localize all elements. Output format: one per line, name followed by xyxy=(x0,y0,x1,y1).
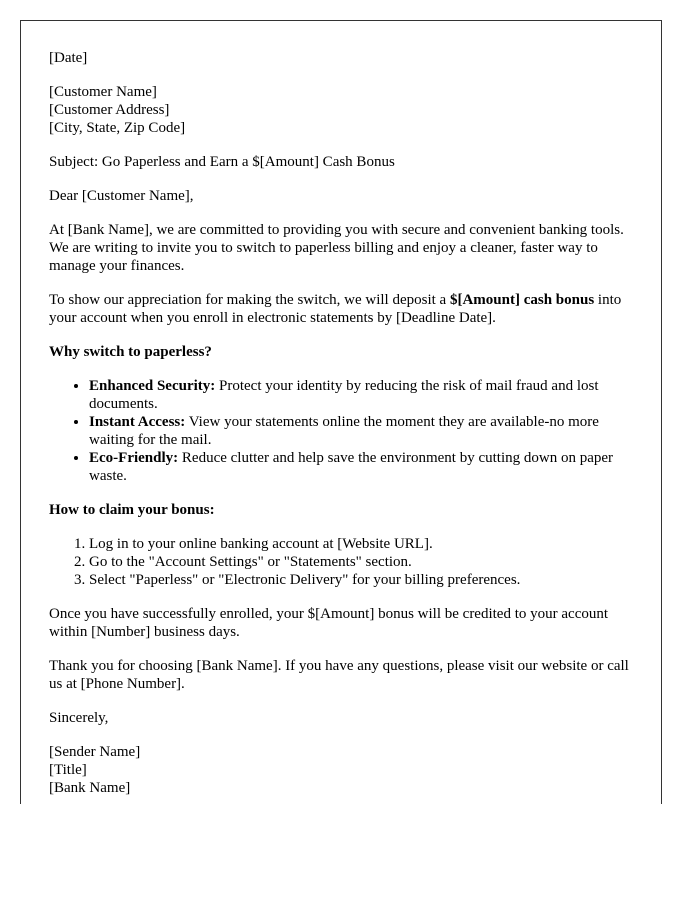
why-heading-text: Why switch to paperless? xyxy=(49,344,212,360)
steps-list xyxy=(49,535,634,589)
recipient-address: [Customer Address] xyxy=(49,102,170,118)
benefit-title: Eco-Friendly: xyxy=(89,450,179,466)
how-heading xyxy=(49,501,634,519)
list-item: 3. Select "Paperless" or "Electronic Delivery" for your billing preferences. xyxy=(89,571,634,589)
list-item xyxy=(89,413,634,449)
thanks-paragraph: Thank you for choosing [Bank Name]. If you have any questions, please visit our website or call us at [Phone Number]. xyxy=(49,658,629,692)
list-item: 1. Log in to your online banking account at [Website URL]. xyxy=(89,535,634,553)
list-item xyxy=(89,377,634,413)
benefit-text: Reduce clutter and help save the environment by cutting down on paper waste. xyxy=(89,450,614,484)
subject-line: Subject: Go Paperless and Earn a $[Amount] Cash Bonus xyxy=(49,154,395,170)
list-item xyxy=(89,449,634,485)
bonus-text-end: into your account when you enroll in electronic statements by [Deadline Date]. xyxy=(49,292,622,326)
bonus-text: To show our appreciation for making the switch, we will deposit a xyxy=(49,292,450,308)
bonus-amount: $[Amount] cash bonus xyxy=(449,292,595,308)
intro-paragraph: At [Bank Name], we are committed to providing you with secure and convenient banking tools. We are writing to invite you to switch to paperless billing and enjoy a cleaner, faster way to manage your finances. xyxy=(49,222,624,274)
why-heading xyxy=(49,343,634,361)
letter-page xyxy=(20,20,662,804)
recipient-block xyxy=(49,83,634,137)
benefit-text: Protect your identity by reducing the risk of mail fraud and lost documents. xyxy=(89,378,599,412)
list-item: 2. Go to the "Account Settings" or "Statements" section. xyxy=(89,553,634,571)
date: [Date] xyxy=(49,50,88,66)
benefit-text: View your statements online the moment they are available-no more waiting for the mail. xyxy=(89,414,599,448)
sender-name: [Sender Name] xyxy=(49,744,141,760)
closing: Sincerely, xyxy=(49,710,109,726)
salutation: Dear [Customer Name], xyxy=(49,188,194,204)
credit-note: Once you have successfully enrolled, your $[Amount] bonus will be credited to your account within [Number] business days. xyxy=(49,606,609,640)
bonus-paragraph xyxy=(49,291,634,327)
recipient-city: [City, State, Zip Code] xyxy=(49,120,186,136)
signature-block xyxy=(49,743,634,797)
benefits-list xyxy=(49,377,634,485)
sender-bank: [Bank Name] xyxy=(49,780,131,796)
how-heading-text: How to claim your bonus: xyxy=(49,502,215,518)
benefit-title: Instant Access: xyxy=(89,414,186,430)
recipient-name: [Customer Name] xyxy=(49,84,157,100)
benefit-title: Enhanced Security: xyxy=(89,378,216,394)
sender-title: [Title] xyxy=(49,762,87,778)
